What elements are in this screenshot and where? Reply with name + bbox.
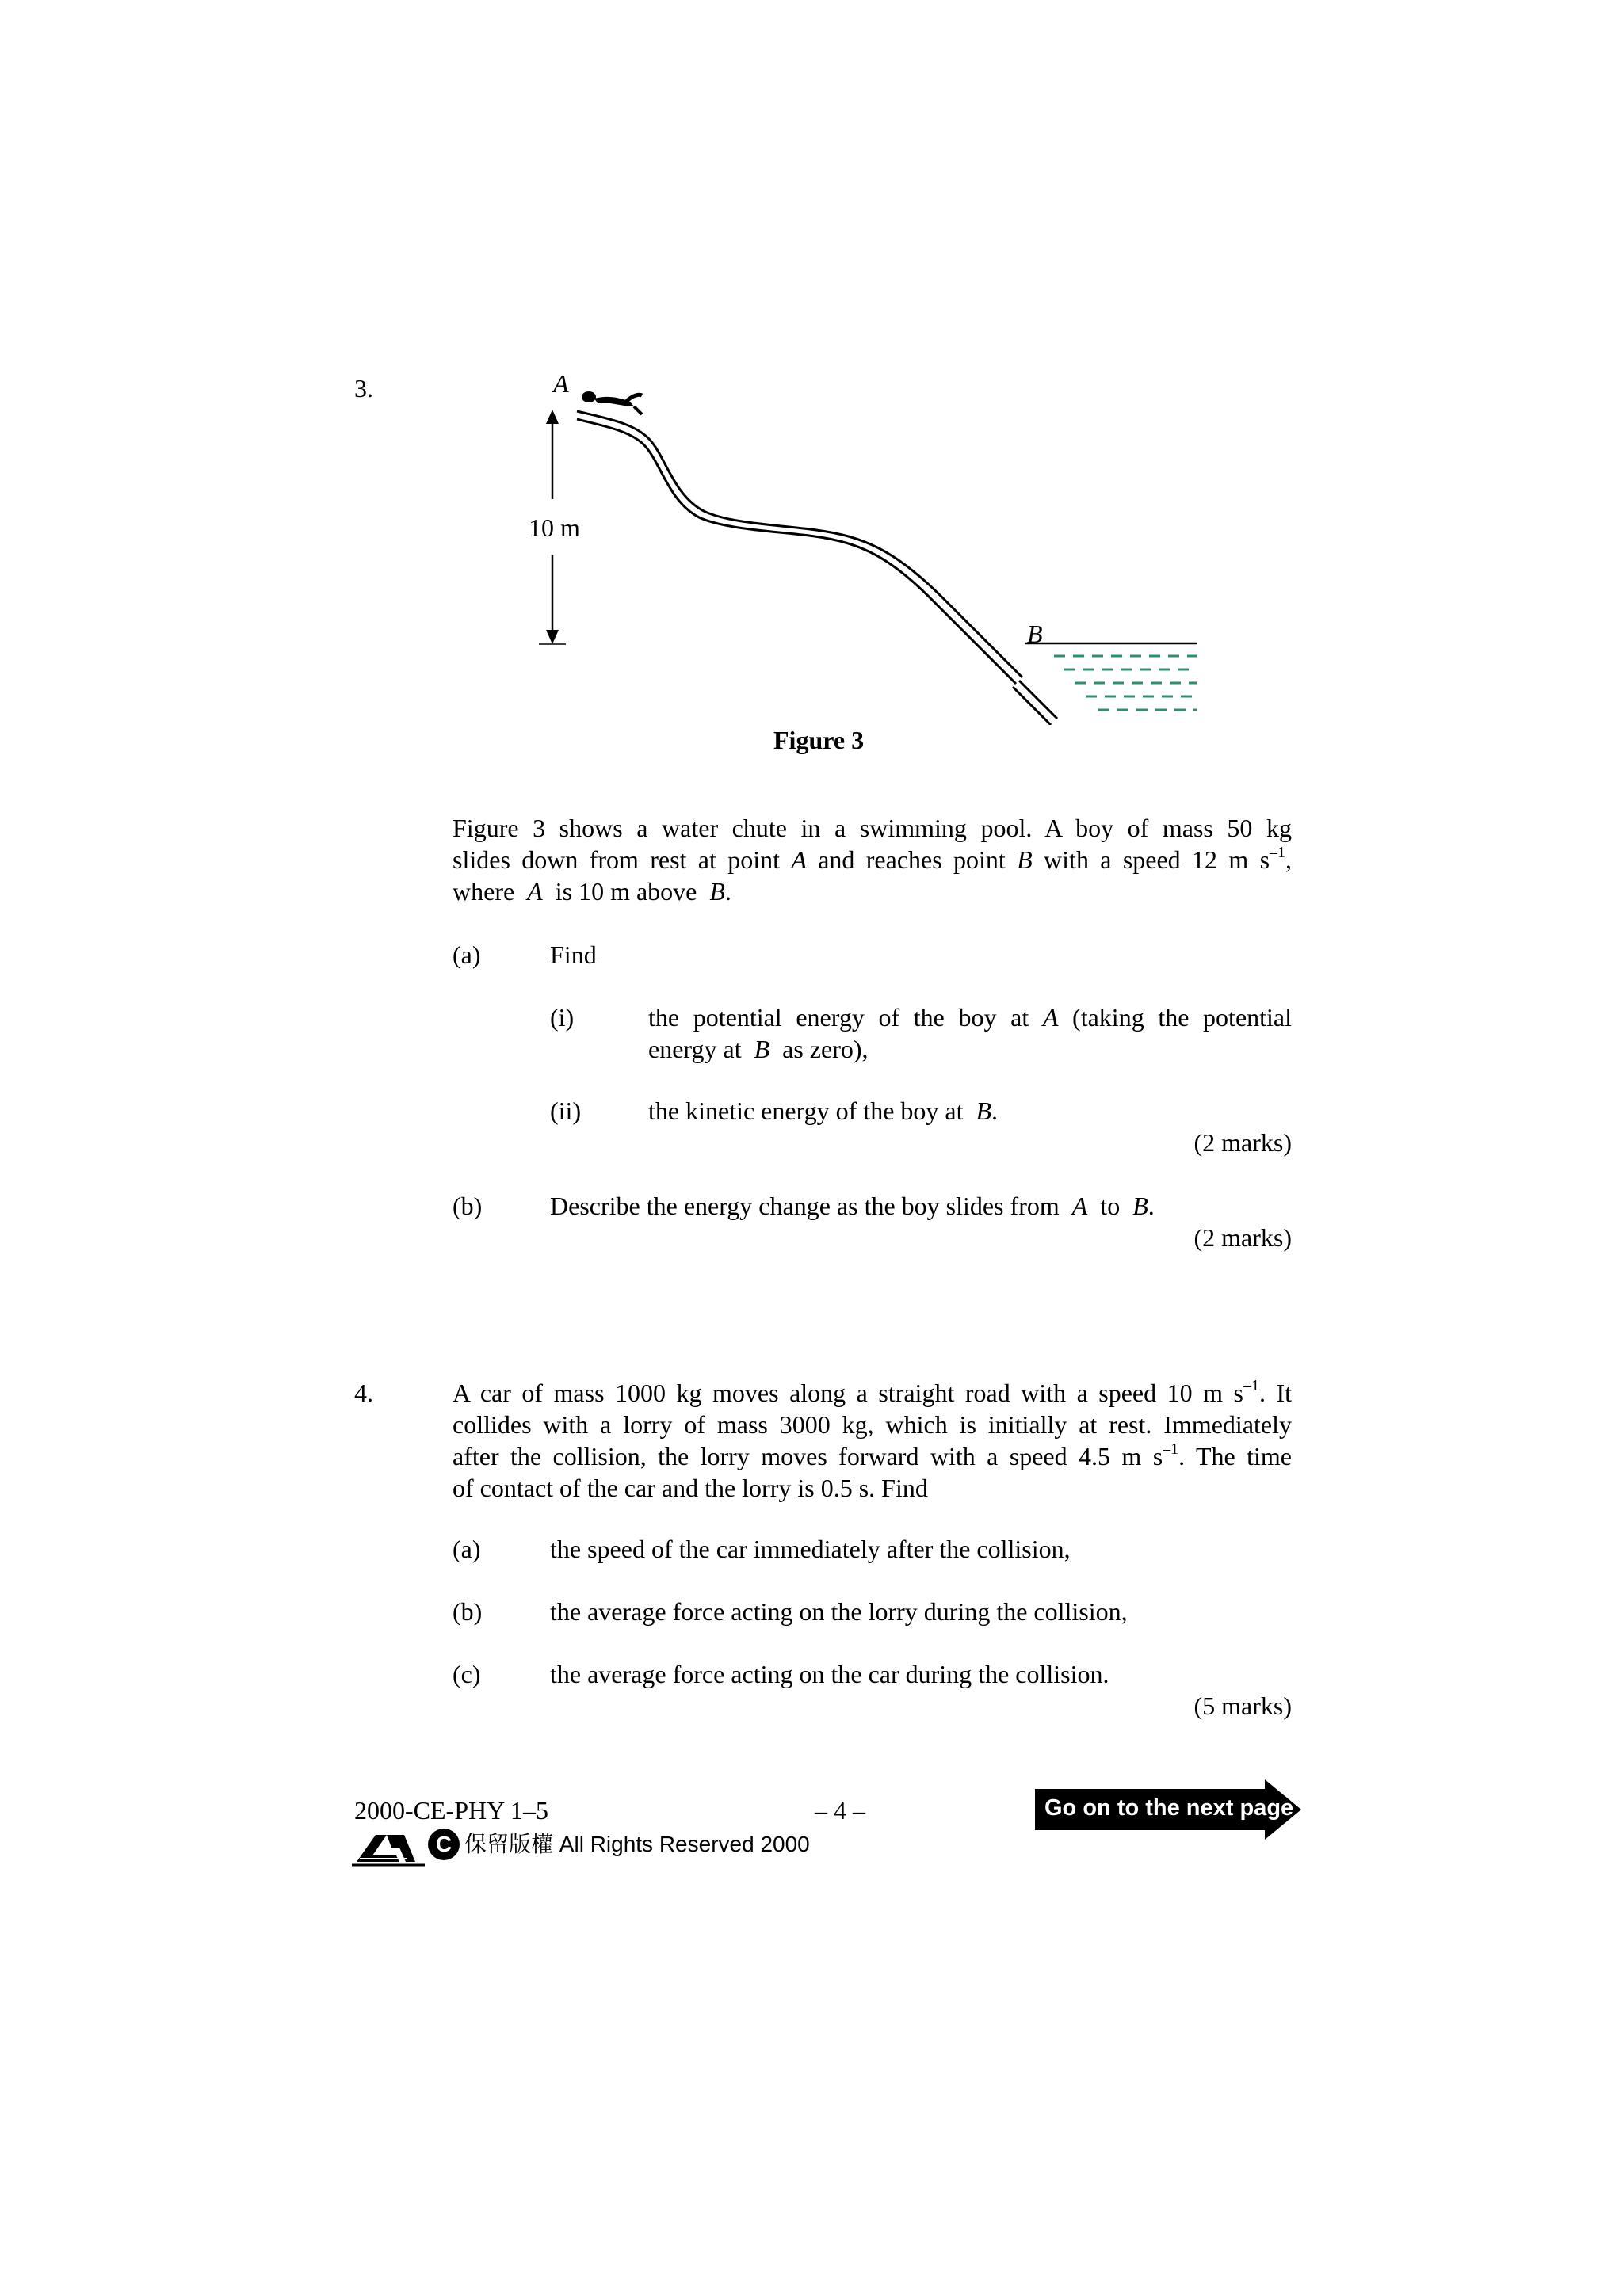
label-b: B [1027,620,1043,648]
question-4-number: 4. [354,1379,373,1407]
copyright-icon: C [428,1829,460,1860]
q3-intro-line-2: slides down from rest at point A and reaches point B with a speed 12 m $s^{-1}$, [453,844,1293,874]
q4-part-b-text: the average force acting on the lorry during the collision, [550,1597,1128,1626]
q3-part-a-text: Find [550,940,597,969]
arrow-down-icon [546,630,559,644]
q4-part-a-label: (a) [453,1535,481,1563]
q4-part-a-text: the speed of the car immediately after the collision, [550,1535,1071,1563]
boy-icon [582,391,642,414]
label-a: A [553,369,569,398]
q3-part-a-ii-label: (ii) [550,1097,582,1125]
next-page-label: Go on to the next page [1044,1795,1294,1821]
q4-line-2: collides with a lorry of mass 3000 kg, which is initially at rest. Immediately [453,1410,1292,1439]
paper-code: 2000-CE-PHY 1–5 [354,1796,549,1825]
q4-part-c-label: (c) [453,1660,481,1688]
question-3-number: 3. [354,374,373,402]
hkeaa-logo [352,1827,425,1868]
q4-part-b-label: (b) [453,1597,483,1626]
q3-part-b-text: Describe the energy change as the boy slides from A to B. [550,1192,1155,1220]
height-label: 10 m [529,513,580,542]
next-page-arrow [1035,1779,1301,1840]
q3-part-a-i-label: (i) [550,1003,575,1032]
water-chute-figure [515,360,1228,725]
figure-caption: Figure 3 [773,726,865,754]
q3-part-a-ii-text: the kinetic energy of the boy at B. [648,1097,999,1125]
q3-part-b-label: (b) [453,1192,483,1220]
q4-line-3: after the collision, the lorry moves forward with a speed 4.5 m $s^{-1}$. The time [453,1440,1293,1470]
q3-part-b-marks: (2 marks) [1193,1223,1292,1252]
q4-part-c-text: the average force acting on the car during the collision. [550,1660,1109,1688]
copyright-line: 保留版權 All Rights Reserved 2000 [464,1832,810,1856]
q4-marks: (5 marks) [1193,1691,1292,1720]
q4-line-4: of contact of the car and the lorry is 0.5 s. Find [453,1474,928,1502]
q3-intro-line-3: where A is 10 m above B. [453,877,731,906]
q3-part-a-label: (a) [453,940,481,969]
q4-line-1: A car of mass 1000 kg moves along a straight road with a speed 10 m $s^{-1}$. It [453,1377,1293,1407]
q3-part-a-i-line-1: the potential energy of the boy at A (taking the potential [648,1003,1293,1032]
q3-part-a-marks: (2 marks) [1193,1128,1292,1157]
water [1054,656,1197,710]
page-number: – 4 – [815,1796,865,1825]
chute [577,411,1022,677]
q3-intro-line-1: Figure 3 shows a water chute in a swimming pool. A boy of mass 50 kg [453,814,1292,842]
q3-part-a-i-line-2: energy at B as zero), [648,1035,869,1063]
